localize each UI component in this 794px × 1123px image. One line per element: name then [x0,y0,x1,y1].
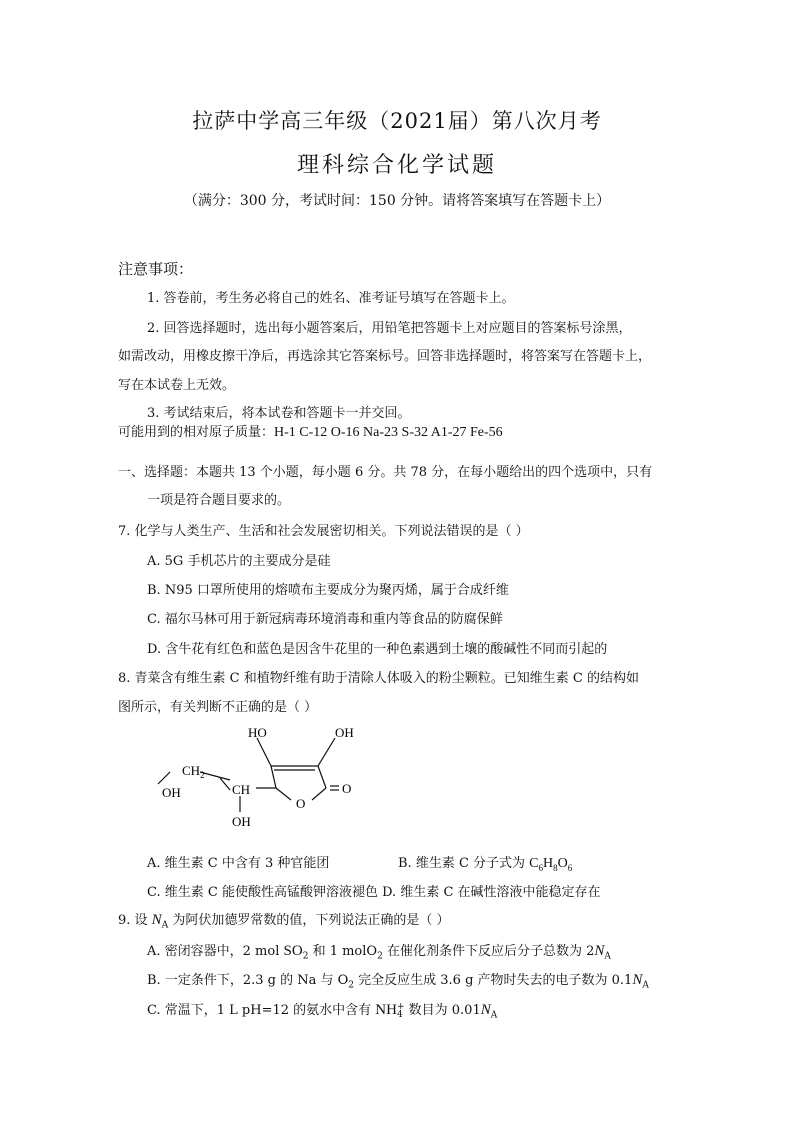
atomic-masses-label: 可能用到的相对原子质量： [118,425,275,440]
structure-ch2: $CH_2$ [182,763,205,780]
notice-item-2: 2. 回答选择题时，选出每小题答案后，用铅笔把答题卡上对应题目的答案标号涂黑， [147,321,632,336]
q7-option-d: D. 含牛花有红色和蓝色是因含牛花里的一种色素遇到土壤的酸碱性不同而引起的 [147,642,608,657]
q9-stem: 9. 设 $N_A$ 为阿伏加德罗常数的值，下列说法正确的是（ ） [118,912,450,931]
q7-option-a: A. 5G 手机芯片的主要成分是硅 [147,554,331,569]
q7-option-c: C. 福尔马林可用于新冠病毒环境消毒和重内等食品的防腐保鲜 [147,612,503,627]
exam-subtitle: 理科综合化学试题 [296,153,497,178]
q9-option-a: A. 密闭容器中，2 mol $SO_2$ 和 1 molO$_2$ 在催化剂条件下反应后分子总数为 $2N_A$ [147,943,611,962]
structure-oh-bottom: OH [232,814,251,829]
vitamin-c-formula: $C_6H_8O_6$ [529,856,573,873]
structure-carbonyl-o: O [342,781,352,796]
structure-ch: CH [232,782,251,797]
q8-stem-line2: 图所示，有关判断不正确的是（ ） [118,700,318,715]
notice-item-1: 1. 答卷前，考生务必将自己的姓名、准考证号填写在答题卡上。 [147,291,515,306]
exam-note: （满分：300 分，考试时间：150 分钟。请将答案填写在答题卡上） [183,193,611,209]
section-heading-line2: 一项是符合题目要求的。 [147,493,291,508]
q7-option-b: B. N95 口罩所使用的熔喷布主要成分为聚丙烯，属于合成纤维 [147,583,509,598]
structure-ring-o: O [296,796,306,811]
q9-option-b: B. 一定条件下，2.3 g 的 Na 与 $O_2$ 完全反应生成 3.6 g 产物时失去的电子数为 $0.1N_A$ [147,972,649,991]
structure-oh: OH [335,725,354,740]
notice-heading: 注意事项： [118,260,194,278]
q8-option-a: A. 维生素 C 中含有 3 种官能团 [147,856,330,871]
structure-ho: HO [248,725,267,740]
q8-stem-line1: 8. 青菜含有维生素 C 和植物纤维有助于清除人体吸入的粉尘颗粒。已知维生素 C 的结构如 [118,671,639,686]
q8-option-b: B. 维生素 C 分子式为 $C_6H_8O_6$ [398,856,573,873]
atomic-masses-values: H-1 C-12 O-16 Na-23 S-32 A1-27 Fe-56 [274,425,503,440]
notice-item-2-cont: 如需改动，用橡皮擦干净后，再选涂其它答案标号。回答非选择题时，将答案写在答题卡上， [118,349,652,364]
atomic-masses [118,423,503,443]
notice-item-3: 3. 考试结束后，将本试卷和答题卡一并交回。 [147,406,411,421]
q9-option-c: C. 常温下，1 L pH=12 的氨水中含有 NH + 4 数目为 $0.01N_A$ [147,1001,498,1021]
exam-title: 拉萨中学高三年级（2021届）第八次月考 [192,109,602,133]
section-heading-line1: 一、选择题：本题共 13 个小题，每小题 6 分。共 78 分，在每小题给出的四个选项中，只有 [118,465,653,480]
q7-stem: 7. 化学与人类生产、生活和社会发展密切相关。下列说法错误的是（ ） [118,524,529,539]
structure-oh-chain: OH [162,785,181,800]
q8-options-cd: C. 维生素 C 能使酸性高锰酸钾溶液褪色 D. 维生素 C 在碱性溶液中能稳定存在 [147,885,601,900]
vitamin-c-structure [140,720,380,840]
notice-item-2-end: 写在本试卷上无效。 [118,378,236,393]
